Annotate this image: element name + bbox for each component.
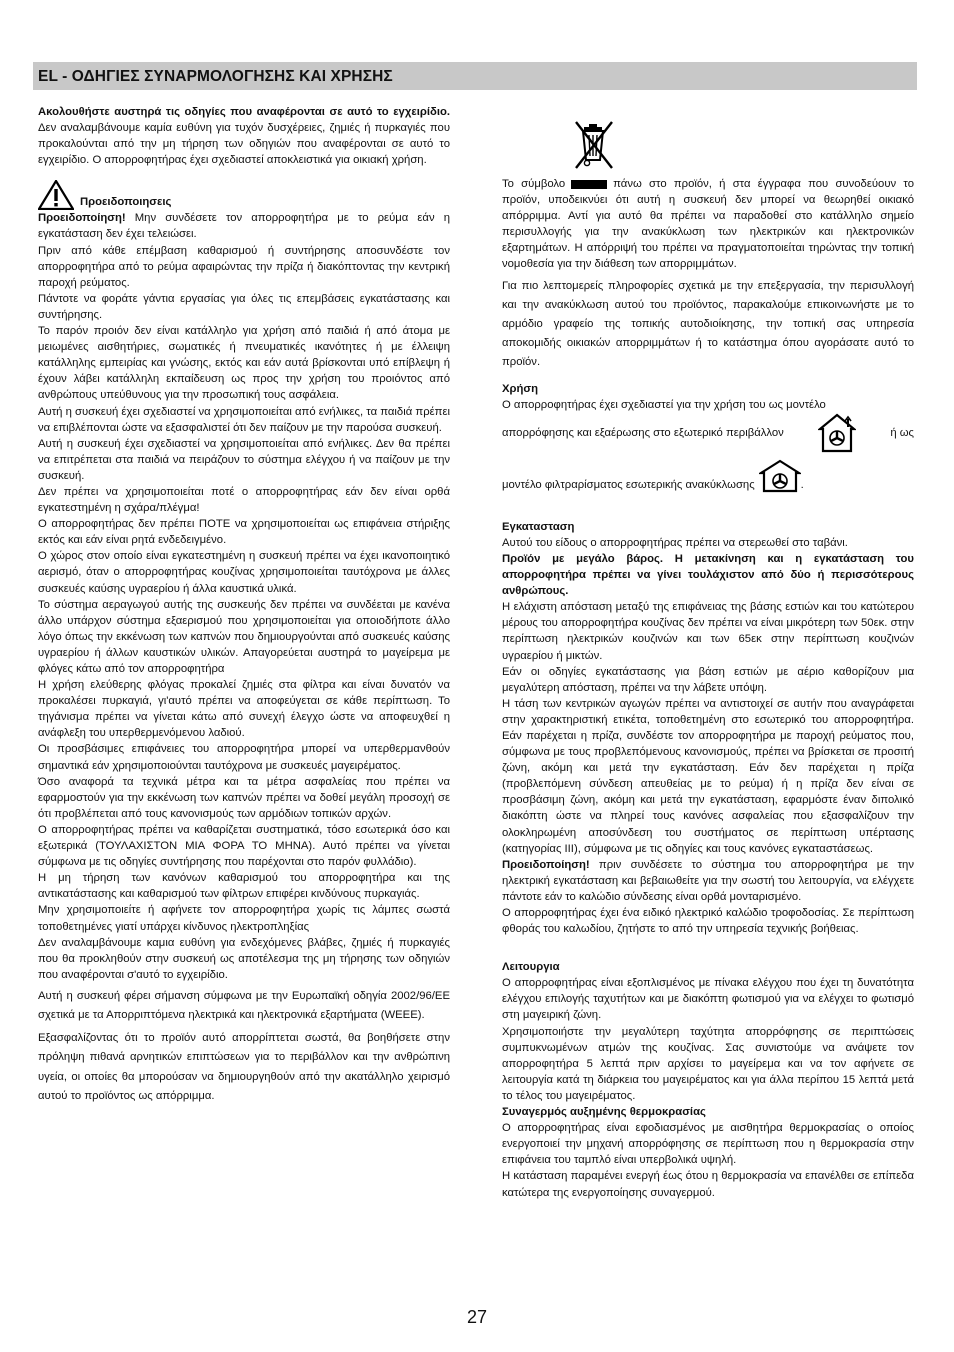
right-column xyxy=(502,120,914,1201)
warning-triangle-icon xyxy=(38,180,74,210)
page-number: 27 xyxy=(466,1307,488,1327)
install-paragraph: Αυτού του είδους ο απορροφητήρας πρέπει να στερεωθεί στο ταβάνι. xyxy=(502,536,848,549)
left-paragraph: Η χρήση ελεύθερης φλόγας προκαλεί ζημιές στα φίλτρα και είναι δυνατόν να προκαλέσει πυρκαγιά, γι'αυτό πρέπει να αποφεύγεται σε κάθε περίπτωση. Το τηγάνισμα πρέπει να γίνεται κάτω από συνεχή έλεγχο ώστε να αποφευχθεί η ανάφλεξη του υπερθερμενόμενου λαδιού. xyxy=(38,679,450,740)
black-bar-symbol xyxy=(571,180,607,189)
left-paragraph: Το σύστημα αεραγωγού αυτής της συσκευής δεν πρέπει να συνδέεται με κανένα άλλο υπάρχον σύστημα εξαερισμού που χρησιμοποιείται για οποιοδήποτε άλλο λόγο όπως την εκκένωση των καπνών που δημιουργούνται από συσκευές καύσης υγραερίου ή άλλων καυστικών υλικών. Απαγορεύεται αυστηρά το μαγείρεμα με φλόγες κάτω από τον απορροφητήρα xyxy=(38,598,450,675)
left-paragraph: Ο χώρος στον οποίο είναι εγκατεστημένη η συσκευή πρέπει να έχει ικανοποιητικό αερισμό, όταν ο απορροφητήρας κουζίνας χρησιμοποιείται ταυτόχρονα με άλλες συσκευές καύσης υγραερίου ή άλλα καυστικά υλικά. xyxy=(38,550,450,595)
usage-line-3: μοντέλο φιλτραρίσματος εσωτερικής ανακύκλωσης . xyxy=(502,459,914,493)
usage-line-1: Ο απορροφητήρας έχει σχεδιαστεί για την χρήση του ως μοντέλο xyxy=(502,398,826,411)
symbol-pre: Το σύμβολο xyxy=(502,178,566,190)
install-paragraph: Εάν οι οδηγίες εγκατάστασης για βάση εστιών με αέριο καθορίζουν μια μεγαλύτερη απόσταση, πρέπει να την λάβετε υπόψη. xyxy=(502,665,914,694)
left-paragraph: Αυτή η συσκευή έχει σχεδιαστεί να χρησιμοποιείται από ενήλικες. Δεν θα πρέπει να επιτρέπεται στα παιδιά να πειράζουν το σύστημα ελέγχου ή να παίζουν με την συσκευή. xyxy=(38,437,450,482)
install-heading: Εγκατασταση xyxy=(502,520,575,533)
usage-text-recirculation: μοντέλο φιλτραρίσματος εσωτερικής ανακύκλωσης xyxy=(502,478,755,491)
weee-symbol-wrap xyxy=(502,120,914,176)
left-paragraph: Ο απορροφητήρας δεν πρέπει ΠΟΤΕ να χρησιμοποιείται ως επιφάνεια στήριξης εκτός και εάν είναι ρητά ενδεδειγμένο. xyxy=(38,518,450,547)
install-cable-paragraph: Ο απορροφητήρας έχει ένα ειδικό ηλεκτρικό καλώδιο τροφοδοσίας. Σε περίπτωση φθοράς του καλωδίου, ζητήστε το από την υπηρεσία τεχνικής βοήθειας. xyxy=(502,907,914,936)
alarm-heading: Συναγερμός αυξημένης θερμοκρασίας xyxy=(502,1106,706,1119)
intro-bold: Ακολουθήστε αυστηρά τις οδηγίες που αναφέρονται σε αυτό το εγχειρίδιο. xyxy=(38,106,450,118)
left-paragraph: Πριν από κάθε επέμβαση καθαρισμού ή συντήρησης αποσυνδέστε τον απορροφητήρα από το ρεύμα αφαιρώντας την πρίζα ή διακόπτοντας την κεντρική παροχή ρεύματος. xyxy=(38,244,450,289)
house-exhaust-icon xyxy=(818,413,856,453)
symbol-rest: πάνω στο προϊόν, ή στα έγγραφα που συνοδεύουν το προϊόν, υποδεικνύει ότι αυτή η συσκευή δεν μπορεί να θεωρηθεί οικιακό απόρριμμα. Αντί για αυτό θα πρέπει να παραδοθεί στο κατάλληλο σημείο περισυλλογής για την ανακύκλωση των ηλεκτρικών και ηλεκτρονικών εξαρτημάτων. Η απόρριψή του πρέπει να πραγματοποιείται τηρώντας την τοπική νομοθεσία για την διάθεση των απορριμμάτων. xyxy=(502,178,914,271)
warnings-heading-row xyxy=(38,180,450,210)
warnings-heading: Προειδοποιησεις xyxy=(80,196,172,209)
install-paragraph: Η ελάχιστη απόσταση μεταξύ της επιφάνειας της βάσης εστιών και του κατώτερου μέρους του απορροφητήρα κουζίνας δεν πρέπει να είναι μικρότερη των 50εκ. στην περίπτωση ηλεκτρικών κουζινών και των 65εκ στην περίπτωση κουζινών υγραερίου ή μικτών. xyxy=(502,601,914,662)
info-paragraph: Για πιο λεπτομερείς πληροφορίες σχετικά με την επεξεργασία, την περισυλλογή και την ανακύκλωση αυτού του προϊόντος, παρακαλούμε επικοινωνήστε με το αρμόδιο γραφείο της τοπικής αυτοδιοίκησης, την τοπική σας υπηρεσία αποκομιδής οικιακών απορριμμάτων ή το κατάστημα όπου αγοράσατε αυτό το προϊόν. xyxy=(502,279,914,369)
left-paragraph: Δεν πρέπει να χρησιμοποιείται ποτέ ο απορροφητήρας εάν δεν είναι ορθά εγκατεστημένη η σχάρα/πλέγμα! xyxy=(38,485,450,515)
usage-heading: Χρήση xyxy=(502,382,539,395)
install-warning-paragraph xyxy=(502,857,914,905)
usage-line-2 xyxy=(502,413,914,453)
crossed-bin-icon xyxy=(572,120,616,172)
header-bar xyxy=(33,62,917,90)
usage-text-exhaust: απορρόφησης και εξαέρωσης στο εξωτερικό περιβάλλον xyxy=(502,426,784,439)
alarm-paragraph: Ο απορροφητήρας είναι εφοδιασμένος με αισθητήρα θερμοκρασίας ο οποίος ενεργοποιεί την μηχανή απορρόφησης σε περίπτωση που η θερμοκρασία στην επιφάνεια του ταμπλό είναι υπερβολικά υψηλή. xyxy=(502,1122,914,1167)
left-paragraph: Μην χρησιμοποιείτε ή αφήνετε τον απορροφητήρα χωρίς τις λάμπες σωστά τοποθετημένες γιατί υπάρχει κίνδυνος ηλεκτροπληξίας xyxy=(38,904,450,933)
usage-text-or: ή ως xyxy=(890,426,914,439)
install-bold-paragraph: Προϊόν με μεγάλο βάρος. Η μετακίνηση και η εγκατάσταση του απορροφητήρα πρέπει να γίνει τουλάχιστον από δύο ή περισσότερους ανθρώπους. xyxy=(502,552,914,598)
house-recirculation-icon xyxy=(759,459,801,493)
left-column xyxy=(38,104,450,1106)
left-paragraph: Οι προσβάσιμες επιφάνειες του απορροφητήρα μπορεί να υπερθερμανθούν σημαντικά εάν χρησιμοποιούνται ταυτόχρονα με συσκευές μαγειρέματος. xyxy=(38,743,450,772)
alarm-paragraph: Η κατάσταση παραμένει ενεργή έως ότου η θερμοκρασία να επανέλθει σε επίπεδα κατώτερα της ενεργοποίησης συναγερμού. xyxy=(502,1170,914,1199)
install-paragraph: Η τάση των κεντρικών αγωγών πρέπει να αντιστοιχεί σε αυτήν που αναγράφεται στην χαρακτηριστική ετικέτα, τοποθετημένη στο εσωτερικό του απορροφητήρα. Εάν παρέχεται η πρίζα, συνδέστε τον απορροφητήρα με παροχή ρεύματος που, σύμφωνα με τους προβλεπόμενους κανονισμούς, πρέπει να βρίσκεται σε προσιτή ζώνη, ακόμη και μετά την εγκατάσταση. Εάν δεν παρέχεται η πρίζα (προβλεπόμενη σύνδεση απευθείας με το ρεύμα) ή η πρίζα δεν είναι σε προσβάσιμη ζώνη, ακόμη και μετά την εγκατάσταση, εφαρμόστε έναν διπολικό διακόπτη ώστε να πληρεί τους κανόνες ασφαλείας που εξασφαλίζουν την ολοκληρωμένη αποσύνδεση του συστήματος σε περίπτωση υπέρτασης (κατηγορίας III), σύμφωνα με τις οδηγίες και τους κανόνες εγκαταστάσεως. xyxy=(502,697,914,855)
warning-rest: Μην συνδέσετε τον απορροφητήρα με το ρεύμα εάν η εγκατάσταση δεν έχει τελειώσει. xyxy=(38,212,450,241)
left-paragraph: Αυτή η συσκευή έχει σχεδιαστεί να χρησιμοποιείται από ενήλικες, τα παιδιά πρέπει να επιβλέπονται ώστε να εξασφαλιστεί ότι δεν παίζουν με την παρούσα συσκευή. xyxy=(38,405,450,434)
left-paragraph: Το παρόν προιόν δεν είναι κατάλληλο για χρήση από παιδιά ή από άτομα με μειωμένες αισθητήριες, σωματικές ή πνευματικές ικανότητες ή με έλλειψη κατάλληλης εμπειρίας και γνώσης, εκτός και εάν αυτά βρίσκονται υπό επίβλεψη ή έχουν λάβει κατάλληλη εκπαίδευση ως προς την χρήση του προιόντος από ανθρώπους υπεύθυνους για την προσωπική τους ασφάλεια. xyxy=(38,325,450,402)
intro-rest: Δεν αναλαμβάνουμε καμία ευθύνη για τυχόν δυσχέρειες, ζημιές ή πυρκαγιές που προκαλούνται από την μη τήρηση των οδηγιών που αναφέρονται σε αυτό το εγχειρίδιο. Ο απορροφητήρας έχει σχεδιαστεί αποκλειστικά για οικιακή χρήση. xyxy=(38,122,450,167)
warning-label: Προειδοποίηση! xyxy=(38,212,126,225)
install-warning-label: Προειδοποίηση! xyxy=(502,858,590,871)
left-paragraph: Ο απορροφητήρας πρέπει να καθαρίζεται συστηματικά, τόσο εσωτερικά όσο και εξωτερικά (ΤΟΥΛΑΧΙΣΤΟΝ ΜΙΑ ΦΟΡΑ ΤΟ ΜΗΝΑ). Αυτό πρέπει να γίνεται σύμφωνα με τις οδηγίες συντήρησης που παρέχονται στο παρόν φυλλάδιο). xyxy=(38,823,450,869)
left-paragraph: Πάντοτε να φοράτε γάντια εργασίας για όλες τις επεμβάσεις εγκατάστασης και συντήρησης. xyxy=(38,292,450,321)
weee-paragraph: Εξασφαλίζοντας ότι το προϊόν αυτό απορρίπτεται σωστά, θα βοηθήσετε στην πρόληψη πιθανά αρνητικών επιπτώσεων για το περιβάλλον και την ανθρώπινη υγεία, οι οποίες θα μπορούσαν να δημιουργηθούν από την ακατάλληλο χειρισμό αυτού το προϊόντος ως απόρριμμα. xyxy=(38,1032,450,1102)
left-paragraph: Δεν αναλαμβάνουμε καμια ευθύνη για ενδεχόμενες βλάβες, ζημιές ή πυρκαγιές που θα προκληθούν στην συσκευή ως αποτέλεσμα της μη τήρησης των οδηγιών που αναφέρονται σ'αυτό το εγχειρίδιο. xyxy=(38,936,450,981)
symbol-paragraph xyxy=(502,176,914,273)
intro-paragraph xyxy=(38,104,450,168)
left-paragraph: Όσο αναφορά τα τεχνικά μέτρα και τα μέτρα ασφαλείας που πρέπει να εφαρμοστούν για την εκκένωση των καπνών πρέπει να δοθεί μεγάλη προσοχή σε ότι προβλέπεται από τους κανονισμούς των αρμόδιων τοπικών αρχών. xyxy=(38,775,450,820)
weee-paragraph: Αυτή η συσκευή φέρει σήμανση σύμφωνα με την Ευρωπαϊκή οδηγία 2002/96/ΕΕ σχετικά με τα Απορριπτόμενα ηλεκτρικά και ηλεκτρονικά εξαρτήματα (WEEE). xyxy=(38,989,450,1022)
operation-paragraph: Ο απορροφητήρας είναι εξοπλισμένος με πίνακα ελέγχου που έχει τη δυνατότητα ελέγχου επιλογής ταχυτήτων και με διακόπτη φωτισμού για να ελέγχει το φωτισμό στη μαγειρική ζώνη. xyxy=(502,977,914,1022)
warning-paragraph xyxy=(38,210,450,242)
operation-heading: Λειτουργια xyxy=(502,961,560,974)
left-paragraph: Η μη τήρηση των κανόνων καθαρισμού του απορροφητήρα και της αντικατάστασης και καθαρισμού των φίλτρων επιφέρει κινδύνους πυρκαγιάς. xyxy=(38,872,450,901)
page-title: EL - ΟΔΗΓΙΕΣ ΣΥΝΑΡΜΟΛΟΓΗΣΗΣ ΚΑΙ ΧΡΗΣΗΣ xyxy=(38,68,393,85)
operation-paragraph: Χρησιμοποιήστε την μεγαλύτερη ταχύτητα απορρόφησης σε περιπτώσεις συμπυκνωμένων ατμών της κουζίνας. Σας συνιστούμε να ανάψετε τον απορροφητήρα 5 λεπτά πριν αρχίσει το μαγείρεμα και να τον αφήνετε σε λειτουργία κατά τη διάρκεια του μαγειρέματος και για άλλα περίπου 15 λεπτά μετά το τέλος του μαγειρέματος. xyxy=(502,1025,914,1102)
install-warning-rest: πριν συνδέσετε το σύστημα του απορροφητήρα με την ηλεκτρική εγκατάσταση και βεβαιωθείτε για την σωστή του λειτουργία, να ελέγχετε πάντοτε εάν το καλώδιο σύνδεσης είναι ορθά μονταρισμένο. xyxy=(502,858,914,903)
